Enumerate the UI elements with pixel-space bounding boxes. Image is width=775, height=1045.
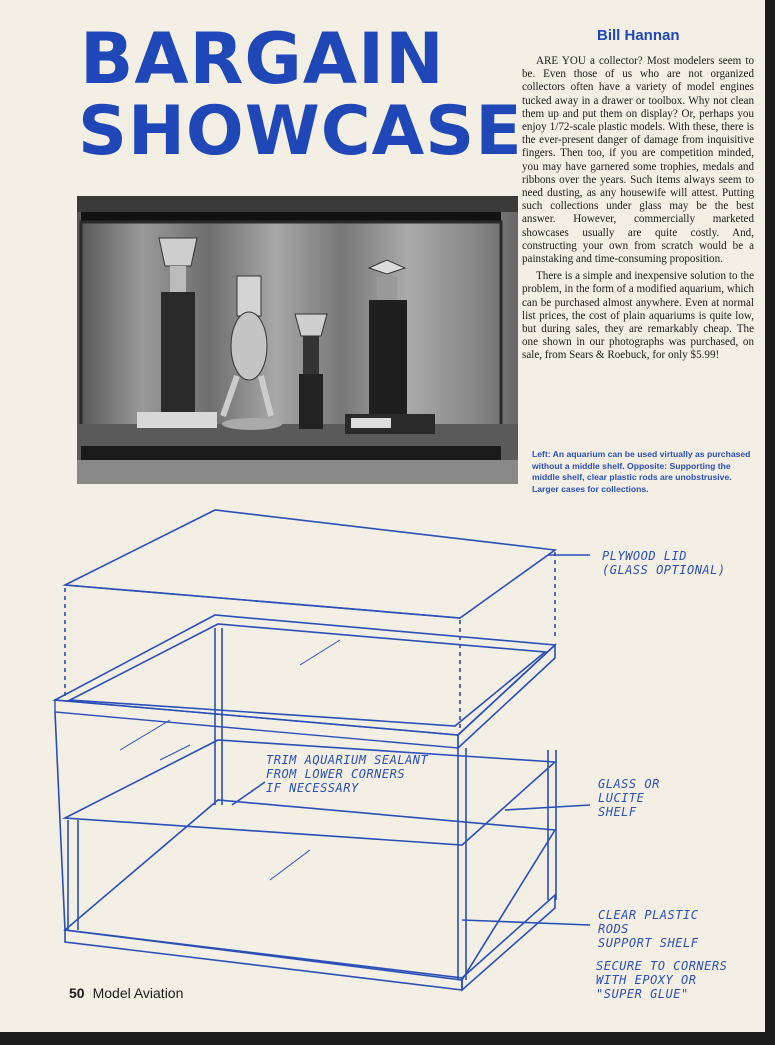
title-line-2: SHOWCASE: [78, 92, 523, 171]
label-trim-sealant: TRIM AQUARIUM SEALANT FROM LOWER CORNERS IF NECESSARY: [266, 753, 429, 795]
page-number: 50: [69, 985, 85, 1001]
top-frame: [55, 615, 555, 735]
label-plastic-rods: CLEAR PLASTIC RODS SUPPORT SHELF: [598, 908, 699, 950]
photo-caption: Left: An aquarium can be used virtually as purchased without a middle shelf. Opposite: Supporting the middle shelf, clear plastic rods are unobstrusive. Larger cases for collections.: [532, 449, 751, 494]
author-byline: Bill Hannan: [597, 27, 680, 44]
label-secure-corners: SECURE TO CORNERS WITH EPOXY OR "SUPER GLUE": [596, 959, 728, 1001]
article-body: [522, 55, 754, 367]
paragraph-2: There is a simple and inexpensive solution to the problem, in the form of a modified aquarium, which can be purchased almost anywhere. Even at normal list prices, the cost of plain aquariums is quite low, but during sales, they are remarkably cheap. The one shown in our photographs was purchased, on sale, from Sears & Roebuck, for only $5.99!: [522, 270, 754, 362]
label-glass-shelf: GLASS OR LUCITE SHELF: [598, 777, 660, 819]
plywood-lid: [65, 510, 555, 618]
label-plywood-lid: PLYWOOD LID (GLASS OPTIONAL): [602, 549, 726, 577]
title-line-1: BARGAIN: [80, 18, 445, 100]
magazine-name: Model Aviation: [92, 985, 184, 1001]
page-footer: [69, 985, 183, 1001]
paragraph-1: ARE YOU a collector? Most modelers seem to be. Even those of us who are not organized collectors often have a variety of model engines tucked away in a drawer or toolbox. Why not clean them up and put them on display? Or, perhaps you enjoy 1/72-scale plastic models. With these, there is the ever-present danger of damage from inquisitive fingers. Then too, if you are competition minded, you may have garnered some trophies, medals and ribbons over the years. Such items always seem to need dusting, as any housewife will attest. Putting such collections under glass may be the best answer. However, commercially marketed showcases usually are quite costly. And, constructing your own from scratch would be a painstaking and time-consuming proposition.: [522, 55, 754, 266]
aquarium-trophies-photo: [77, 196, 518, 484]
